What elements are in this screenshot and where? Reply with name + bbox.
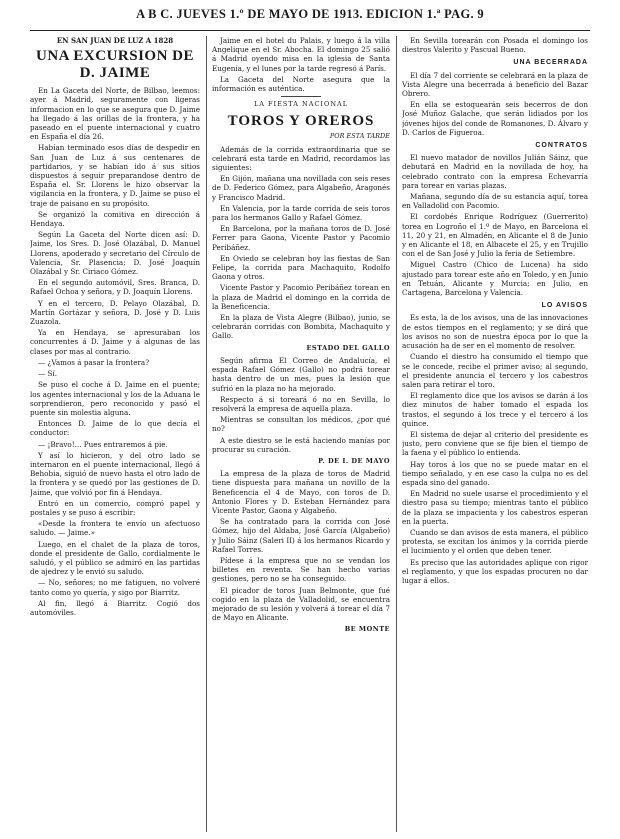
paragraph: A este diestro se le está haciendo manías por procurar su curación. (212, 435, 390, 454)
paragraph: Es preciso que las autoridades aplique con rigor el reglamento, y que los espadas procuren no dar lugar á ellos. (402, 557, 588, 585)
article-body-mayo (212, 469, 390, 622)
subheading-gallo: ESTADO DEL GALLO (306, 343, 390, 352)
paragraph: Pídese á la empresa que no se vendan los billetes en reventa. Se han hecho varias gestiones, pero no se ha conseguido. (212, 555, 390, 584)
paragraph: En Gijón, mañana una novillada con seis reses de D. Federico Gómez, para Algabeño, Aragonés y Francisco Madrid. (212, 174, 390, 202)
separator (281, 96, 321, 97)
paragraph: La empresa de la plaza de toros de Madrid tiene dispuesta para mañana un novillo de la Beneficencia el 4 de Mayo, con toros de D. Antonio Flores y D. Esteban Hernández para Vicente Pastor, Gaona y Algabeño. (212, 469, 390, 515)
paragraph: Vicente Pastor y Pacomio Peribáñez torean en la plaza de Madrid el domingo en la corrida de la Beneficencia. (212, 283, 390, 311)
paragraph: En la plaza de Vista Alegre (Bilbao), junio, se celebrarán corridas con Bombita, Machaquito y Gallo. (212, 313, 390, 341)
paragraph: Luego, en el chalet de la plaza de toros, donde el presidente de Gallo, cordialmente le saludó, y el público se admiró en las partidas de ajedrez y le envió su saludo. (30, 539, 200, 577)
paragraph: Se puso el coche á D. Jaime en el puente; los agentes internacional y los de la Aduana le sorprendieron, pero reconocido y pasó el puente sin molestia alguna. (30, 380, 200, 417)
paragraph: La Gaceta del Norte asegura que la información es auténtica. (212, 74, 390, 94)
article-title-toros: TOROS Y OREROS (227, 113, 375, 130)
paragraph: Según La Gaceta del Norte dicen así: D. Jaime, los Sres. D. José Olazábal, D. Manuel Llorens, apoderado y secretario del Círculo de Valencia, Sr. Plasencia; D. José Joaquín Olazábal y Sr. Ciriaco Gómez. (30, 230, 200, 277)
column-divider (396, 36, 397, 832)
article-continuation (212, 36, 390, 93)
paragraph: Y así lo hicieron, y del otro lado se internaron en el puente internacional, llegó á Behobia, siguió de nuevo hasta el otro lado de la frontera y se quedó por las gestiones de D. Jaime, que volvió por fin á Hendaya. (30, 450, 200, 497)
paragraph: Ya en Hendaya, se apresuraban los concurrentes á D. Jaime y á algunas de las clases por mas al contrario. (30, 328, 200, 356)
dateline: EN SAN JUAN DE LUZ A 1828 (56, 36, 174, 45)
paragraph: «Desde la frontera te envío un afectuoso saludo. — Jaime.» (30, 519, 200, 538)
paragraph: El reglamento dice que los avisos se darán á los diez minutos de haber tomado el espada los trastos, el segundo á los trece y el tercero á los quince. (402, 391, 588, 428)
paragraph: Hay toros á los que no se puede matar en el tiempo señalado, y en ese caso la culpa no es del espada sino del ganado. (402, 459, 588, 487)
paragraph: En Oviedo se celebran hoy las fiestas de San Felipe, la corrida para Machaquito, Rodolfo Gaona y otros. (212, 253, 390, 282)
paragraph: Según afirma El Correo de Andalucía, el espada Rafael Gómez (Gallo) no podrá torear hasta dentro de un mes, pues la lesión que sufrió en la plaza no ha mejorado. (212, 355, 390, 393)
paragraph: — ¡Bravo!... Pues entraremos á pie. (38, 439, 168, 449)
paragraph: Cuando se dan avisos de esta manera, el público protesta, se excitan los ánimos y la corrida pierde el lucimiento y el orden que deben tener. (402, 527, 588, 556)
paragraph: En La Gaceta del Norte, de Bilbao, leemos: ayer á Madrid, seguramente con ligeras informacion en lo que se asegura que D. Jaime ha llegado á las orillas de la frontera, y ha paseado en el puente internacional y cuatro en España el día 26. (30, 86, 200, 142)
masthead: A B C. JUEVES 1.º DE MAYO DE 1913. EDICION 1.ª PAG. 9 (136, 7, 484, 21)
article-body-avisos (402, 313, 588, 585)
article-title-excursion: UNA EXCURSION DE D. JAIME (35, 48, 195, 82)
subheading-mayo: P. DE I. DE MAYO (318, 456, 390, 465)
paragraph: Además de la corrida extraordinaria que se celebrará esta tarde en Madrid, recordamos las siguientes: (212, 144, 390, 173)
paragraph: En Barcelona, por la mañana toros de D. José Ferrer para Gaona, Vicente Pastor y Pacomio Peribáñez. (212, 224, 390, 252)
paragraph: En Madrid no suele usarse el procedimiento y el diestro pasa su tiempo; mientras tanto el público de la plaza se impacienta y los cabestros esperan en la puerta. (402, 489, 588, 526)
article-body-toros (212, 145, 390, 341)
paragraph: Entonces D. Jaime de lo que decía el conductor: (30, 419, 200, 438)
paragraph: — Sí. (38, 369, 57, 379)
section-kicker: LA FIESTA NACIONAL (253, 100, 349, 109)
article-body-excursion (30, 86, 200, 617)
paragraph: En el segundo automóvil, Sres. Branca, D. Rafael Ochoa y señora, y D. Joaquín Llorens. (30, 278, 200, 297)
paragraph: En Valencia, por la tarde corrida de seis toros para los hermanos Gallo y Rafael Gómez. (212, 203, 390, 223)
paragraph: Mientras se consultan los médicos, ¿por qué no? (212, 415, 390, 434)
paragraph: Jaime en el hotel du Palais, y luego á la villa Angelique en el Sr. Abocha. El domingo 25 salió á Madrid oyendo misa en la iglesia de Santa Eugenia, y el lunes por la tarde regresó á París. (212, 36, 390, 73)
paragraph: Y en el tercero, D. Pelayo Olazábal, D. Martín Gortázar y señora, D. José y D. Luis Zuazola. (30, 298, 200, 327)
paragraph: Habían terminado esos días de despedir en San Juan de Luz á sus centenares de partidarios, y se habían ido á sus sitios dispuestos á seguir preparandose dentro de España el. Sr. Llorens le hizo observar la vigilancia en la frontera, y D. Jaime se puso el traje de paisano en su propósito. (30, 143, 200, 208)
paragraph: En Sevilla torearán con Posada el domingo los diestros Valerito y Pascual Bueno. (402, 36, 588, 55)
paragraph: El cordobés Enrique Rodríguez (Guerrerito) torea en Logroño el 1.º de Mayo, en Barcelona el 11, 20 y 21, en Almadén, en Alicante el 8 de Junio y en Alicante el 18, en Albacete el 25, y en Trujillo con el de San José y Julio la feria de Setiembre. (402, 212, 588, 259)
paragraph: El día 7 del corriente se celebrará en la plaza de Vista Alegre una becerrada á beneficio del Bazar Obrero. (402, 70, 588, 99)
header-rule (30, 30, 590, 31)
paragraph: — No, señores; no me fatiguen, no volveré tanto como yo quería, y sigo por Biarritz. (30, 578, 200, 597)
paragraph: En ella se estoquearán seis becerros de don José Muñoz Galache, que serán lidiados por los jóvenes hijos del conde de Romanones, D. Álvaro y D. Carlos de Figueroa. (402, 100, 588, 137)
paragraph: — ¿Vamos á pasar la frontera? (38, 357, 150, 367)
section-contratos: CONTRATOS (535, 142, 588, 150)
paragraph: Miguel Castro (Chico de Lucena) ha sido ajustado para torear este año en Toledo, y en Junio en Tetuán, Alicante y Murcia; en Julio, en Cartagena, Barcelona y Valencia. (402, 260, 588, 298)
article-body-becerrada (402, 71, 588, 137)
column-divider (206, 36, 207, 832)
paragraph: El sistema de dejar al criterio del presidente es justo, pero conviene que se fije bien el tiempo de la faena y el público lo entienda. (402, 429, 588, 458)
article-subtitle: POR ESTA TARDE (329, 132, 390, 141)
section-becerrada: UNA BECERRADA (513, 59, 588, 67)
paragraph: Entró en un comercio, compró papel y postales y se puso á escribir: (30, 498, 200, 517)
paragraph: Es esta, la de los avisos, una de las innovaciones de estos tiempos en el reglamento; y se dirá que los avisos no son de nuestra época por lo que la acusación ha de ser en el momento de resolver. (402, 313, 588, 351)
article-body-gallo (212, 356, 390, 454)
paragraph: El picador de toros Juan Belmonte, que fué cogido en la plaza de Valladolid, se encuentra mejorado de su lesión y volverá á torear el día 7 de Mayo en Alicante. (212, 585, 390, 623)
paragraph: Cuando el diestro ha consumido el tiempo que se le concede, recibe el primer aviso; al segundo, el presidente anuncia el tercero y los cabestros salen para retirar el toro. (402, 352, 588, 389)
paragraph: Se ha contratado para la corrida con José Gómez, hijo del Aldaba, José García (Algabeño) y Julio Sáinz (Saleri II) á los hermanos Ricardo y Rafael Torres. (212, 517, 390, 554)
paragraph: Se organizó la comitiva en dirección á Hendaya. (30, 209, 200, 229)
column-2 (212, 36, 390, 832)
paragraph: El nuevo matador de novillos Julián Sáinz, que debutará en Madrid en la novillada de hoy, ha celebrado contrato con la empresa Echevarría para torear en varias plazas. (402, 153, 588, 190)
section-avisos: LO AVISOS (541, 302, 588, 310)
paragraph: Respecto á si toreará ó no en Sevilla, lo resolverá la empresa de aquella plaza. (212, 394, 390, 413)
signature: BE MONTE (344, 625, 390, 634)
column-1 (30, 36, 200, 832)
article-sevilla (402, 36, 588, 54)
article-body-contratos (402, 153, 588, 297)
column-3 (402, 36, 588, 832)
paragraph: Mañana, segundo día de su estancia aquí, torea en Valladolid con Pacomio. (402, 192, 588, 211)
paragraph: Al fin, llegó á Biarritz. Cogió dos automóviles. (30, 598, 200, 617)
